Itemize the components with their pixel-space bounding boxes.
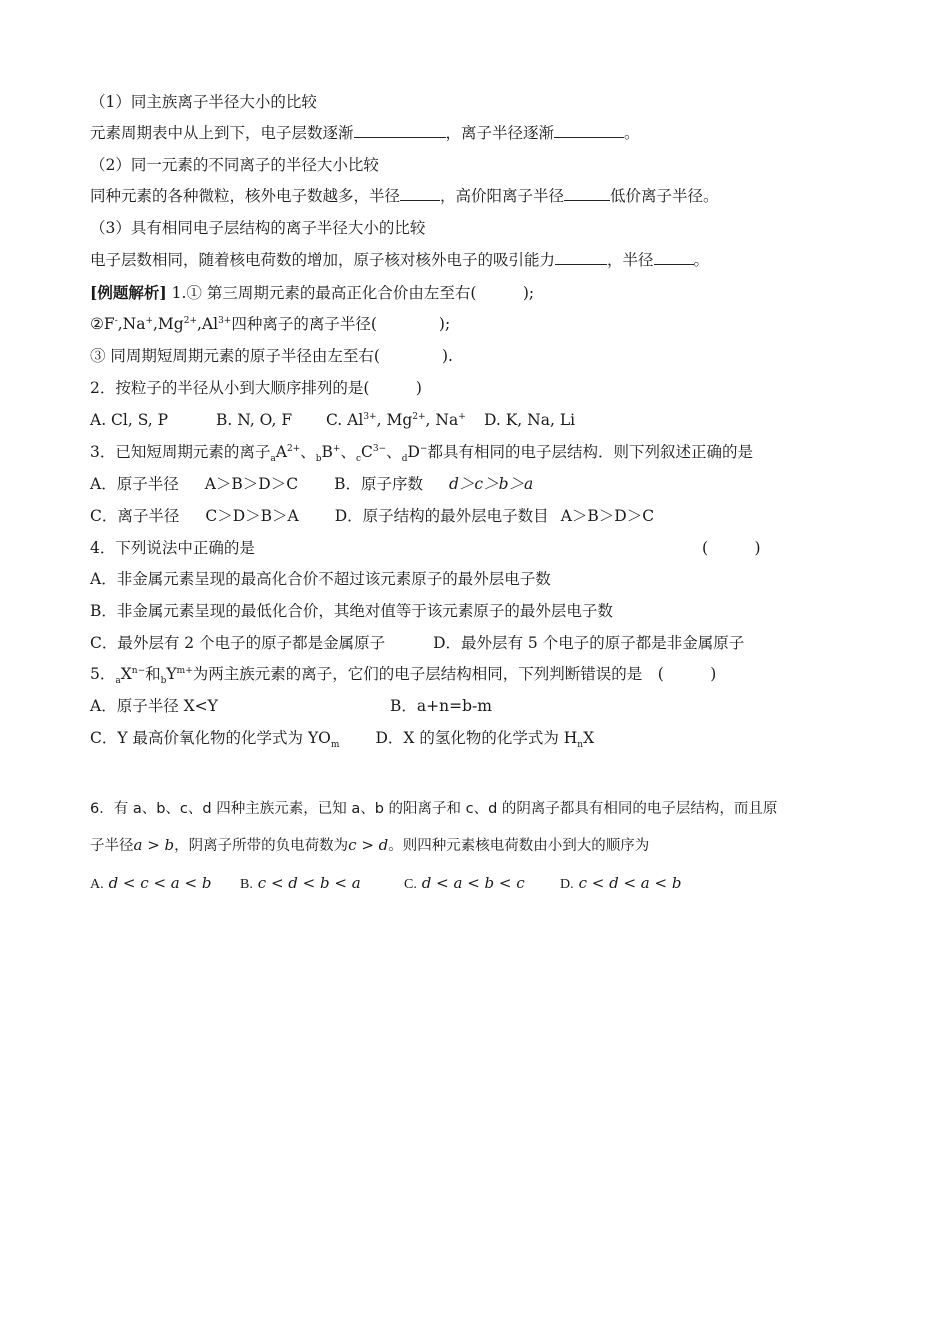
q4-option-d[interactable]: D．最外层有 5 个电子的原子都是非金属原子 xyxy=(433,634,745,652)
q1-line2-pre: ②F xyxy=(90,315,115,333)
sec1-title: （1）同主族离子半径大小的比较 xyxy=(90,93,317,111)
q5-option-d-text: D．X 的氢化物的化学式为 H xyxy=(375,729,578,747)
q3-a-val: A＞B＞D＞C xyxy=(204,475,299,493)
sec1-question xyxy=(90,123,640,143)
q6-option-c-expr: d < a < b < c xyxy=(421,874,525,892)
q6-option-a[interactable] xyxy=(90,873,240,895)
q5-stem: 5．$_aX^{n-}$和$_bY^{m+}$为两主族元素的离子，它们的电子层结构相同，下列判断错误的是 ( ) xyxy=(90,665,717,687)
q1-line2-post: 四种离子的离子半径( ); xyxy=(231,315,451,333)
q6-option-d-label: D. xyxy=(560,877,574,892)
sec3-text-a: 电子层数相同，随着核电荷数的增加，原子核对核外电子的吸引能力 xyxy=(90,251,556,269)
q3-stem: 3．已知短周期元素的离子$_aA^{2+}$、$_b$B+、$_cC^{3-}$、$_d$D−都具有相同的电子层结构．则下列叙述正确的是 xyxy=(90,443,753,465)
q2-stem: 2．按粒子的半径从小到大顺序排列的是( ) xyxy=(90,379,422,397)
sec1-blank-1[interactable] xyxy=(354,123,446,138)
sec3-text-b: ，半径 xyxy=(607,251,654,269)
q5-option-a[interactable]: A．原子半径 X<Y xyxy=(90,697,218,715)
q6-line2-b: ，阴离子所带的负电荷数为 xyxy=(174,838,349,854)
q5-options-ab xyxy=(90,696,492,716)
q3-option-d[interactable] xyxy=(335,506,654,526)
q6-line2-c: 。则四种元素核电荷数由小到大的顺序为 xyxy=(388,838,650,854)
sec2-title: （2）同一元素的不同离子的半径大小比较 xyxy=(90,156,379,174)
q5-option-d[interactable]: D．X 的氢化物的化学式为 $H_nX$ xyxy=(375,729,595,751)
q3-stem-pre: 3．已知短周期元素的离子 xyxy=(90,443,271,461)
q2-option-c[interactable]: C. $Al^{3+}$, $Mg^{2+}$, Na+ xyxy=(326,411,466,429)
sec1-blank-2[interactable] xyxy=(554,123,624,138)
q3-stem-post: 都具有相同的电子层结构．则下列叙述正确的是 xyxy=(427,443,753,461)
q1-line2: $②F^-,Na^+,Mg^{2+},Al^{3+}$四种离子的离子半径( ); xyxy=(90,315,451,333)
q4-paren: ( ) xyxy=(702,539,761,557)
q5-option-c[interactable]: C．Y 最高价氧化物的化学式为 $YO_m$ xyxy=(90,729,340,751)
q6-option-b[interactable] xyxy=(240,873,404,895)
q5-stem-post: 为两主族元素的离子，它们的电子层结构相同，下列判断错误的是 ( ) xyxy=(192,665,717,683)
q5-options-cd xyxy=(90,728,595,751)
example-tag: [例题解析] xyxy=(90,283,167,302)
q3-b-val: d＞c＞b＞a xyxy=(448,475,534,493)
q6-line1: 6．有 a、b、c、d 四种主族元素，已知 a、b 的阳离子和 c、d 的阴离子都具有相同的电子层结构，而且原 xyxy=(90,801,778,817)
q3-options-cd xyxy=(90,506,654,526)
q3-c-val: C＞D＞B＞A xyxy=(205,507,299,525)
sec2-text-b: ，高价阳离子半径 xyxy=(440,187,565,205)
q2-option-a[interactable]: A. Cl, S, P xyxy=(90,411,169,429)
q3-a-label: A．原子半径 xyxy=(90,475,179,493)
q4-stem: 4．下列说法中正确的是 xyxy=(90,539,255,557)
q4-options-cd xyxy=(90,633,744,653)
q3-d-label: D．原子结构的最外层电子数目 xyxy=(334,507,549,525)
q6-option-c[interactable] xyxy=(404,873,560,895)
q6-option-b-label: B. xyxy=(240,877,253,892)
q6-cond1: a > b xyxy=(133,836,175,854)
sec3-blank-2[interactable] xyxy=(654,250,694,265)
q1-line1 xyxy=(90,283,534,303)
sec1-text-b: ，离子半径逐渐 xyxy=(445,124,555,142)
sec3-question xyxy=(90,250,709,270)
sec2-blank-1[interactable] xyxy=(400,186,440,201)
q6-option-c-label: C. xyxy=(404,877,417,892)
q5-option-b[interactable]: B．a+n=b-m xyxy=(390,697,492,715)
q3-option-b[interactable] xyxy=(334,474,533,494)
q5-option-c-text: C．Y 最高价氧化物的化学式为 YO xyxy=(90,729,331,747)
q2-option-c-pre: C. Al xyxy=(326,411,364,429)
sec2-text-c: 低价离子半径。 xyxy=(610,187,719,205)
sec2-text-a: 同种元素的各种微粒，核外电子数越多，半径 xyxy=(90,187,401,205)
q3-options-ab xyxy=(90,474,533,494)
q6-option-b-expr: c < d < b < a xyxy=(257,874,361,892)
q2-options xyxy=(90,410,575,430)
q3-b-label: B．原子序数 xyxy=(334,475,423,493)
q6-options xyxy=(90,873,681,895)
q3-d-val: A＞B＞D＞C xyxy=(560,507,655,525)
q4-option-c[interactable]: C．最外层有 2 个电子的原子都是金属原子 xyxy=(90,634,386,652)
q6-option-d-expr: c < d < a < b xyxy=(578,874,682,892)
q3-c-label: C．离子半径 xyxy=(90,507,180,525)
q1-line3: ③ 同周期短周期元素的原子半径由左至右( ). xyxy=(90,347,453,365)
sec2-question xyxy=(90,186,719,206)
sec3-text-c: 。 xyxy=(693,251,710,269)
q6-option-a-label: A. xyxy=(90,877,104,892)
q3-option-c[interactable] xyxy=(90,506,299,526)
q6-line2 xyxy=(90,835,649,856)
q3-option-a[interactable] xyxy=(90,474,298,494)
q4-option-b[interactable]: B．非金属元素呈现的最低化合价，其绝对值等于该元素原子的最外层电子数 xyxy=(90,602,613,620)
sec3-blank-1[interactable] xyxy=(555,250,607,265)
q6-option-d[interactable] xyxy=(560,873,681,895)
q6-line2-a: 子半径 xyxy=(90,838,134,854)
q4-option-a[interactable]: A．非金属元素呈现的最高化合价不超过该元素原子的最外层电子数 xyxy=(90,570,551,588)
q6-cond2: c > d xyxy=(348,836,389,854)
q2-option-d[interactable]: D. K, Na, Li xyxy=(484,411,576,429)
q6-option-a-expr: d < c < a < b xyxy=(108,874,212,892)
sec3-title: （3）具有相同电子层结构的离子半径大小的比较 xyxy=(90,219,426,237)
sec1-text-a: 元素周期表中从上到下，电子层数逐渐 xyxy=(90,124,354,142)
q2-option-b[interactable]: B. N, O, F xyxy=(216,411,293,429)
sec2-blank-2[interactable] xyxy=(564,186,610,201)
sec1-text-c: 。 xyxy=(624,124,640,142)
q1-text-1: 1.① 第三周期元素的最高正化合价由左至右( ); xyxy=(171,284,535,302)
